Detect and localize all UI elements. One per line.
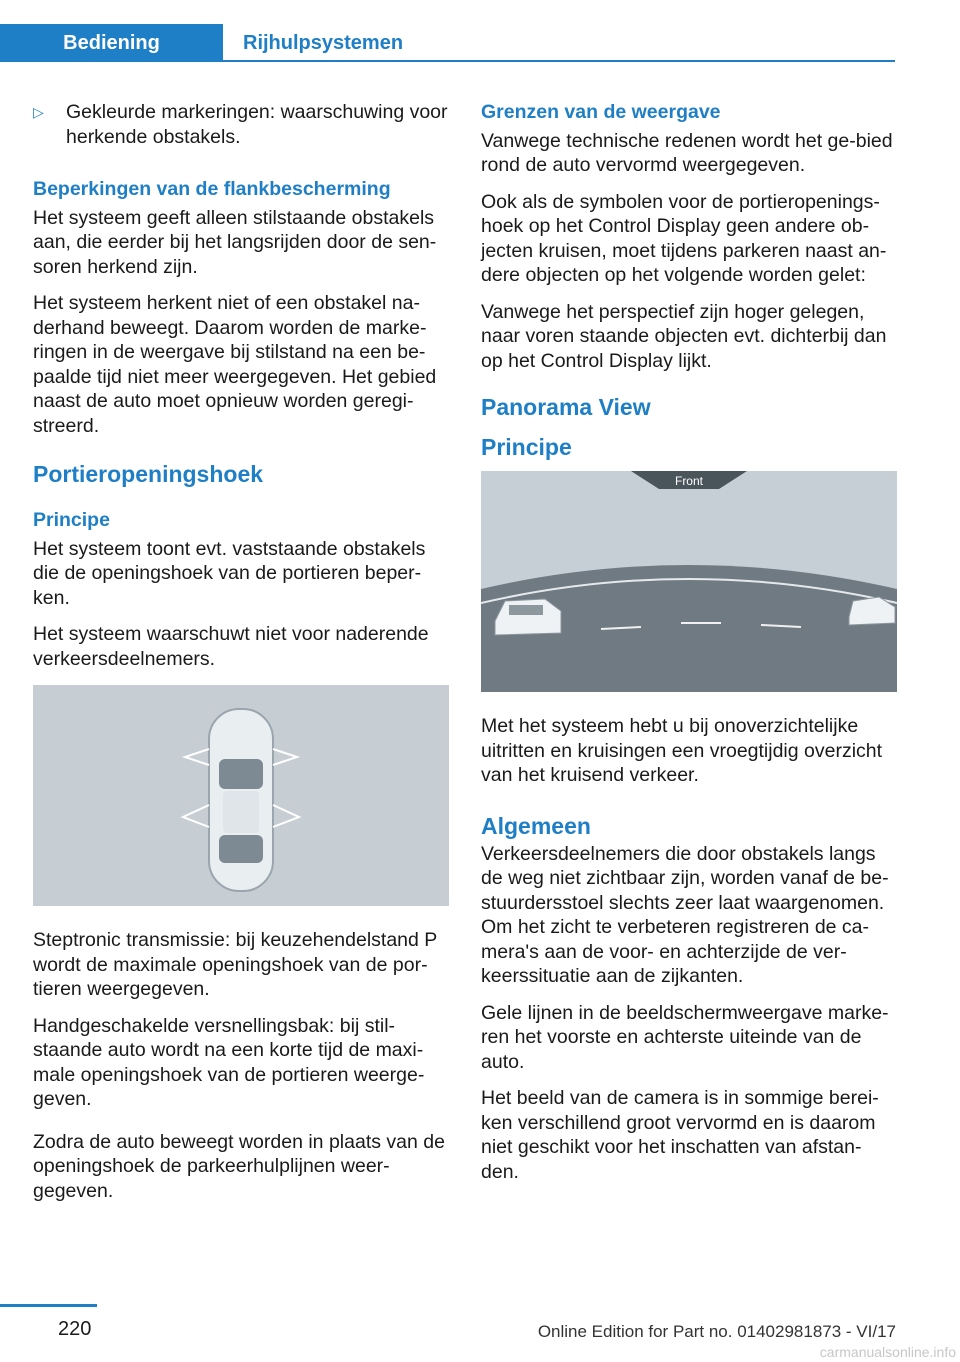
edition-note: Online Edition for Part no. 01402981873 - VI/17 bbox=[537, 1322, 896, 1341]
tab-bediening[interactable]: Bediening bbox=[0, 24, 223, 62]
page-header bbox=[0, 0, 960, 62]
door-angle-illustration bbox=[33, 685, 449, 906]
left-column bbox=[33, 100, 449, 1215]
panorama-view-illustration bbox=[481, 471, 897, 692]
subheading-principle: Principe bbox=[33, 509, 110, 531]
car-top-view bbox=[209, 709, 273, 891]
footer-divider bbox=[0, 1304, 97, 1307]
heading-door-opening-angle: Portieropeningshoek bbox=[33, 461, 264, 487]
paragraph: Het systeem geeft alleen stilstaande obstakels aan, die eerder bij het langsrijden door de sen‐soren herkend zijn. bbox=[33, 206, 437, 278]
heading-panorama-view: Panorama View bbox=[481, 394, 651, 420]
paragraph: Het systeem herkent niet of een obstakel na‐derhand beweegt. Daarom worden de marke‐ringen in de weergave bij stilstand na een be‐paalde tijd niet meer weergegeven. Het gebied naast de auto moet opnieuw worden geregi‐streerd. bbox=[33, 292, 437, 437]
paragraph: Vanwege het perspectief zijn hoger gelegen, naar voren staande objecten evt. dichterbij dan op het Control Display lijkt. bbox=[481, 300, 887, 372]
paragraph: Het systeem toont evt. vaststaande obstakels die de openingshoek van de portieren beper‐ken. bbox=[33, 537, 426, 609]
paragraph: Zodra de auto beweegt worden in plaats van de openingshoek de parkeerhulplijnen weer‐gegeven. bbox=[33, 1130, 445, 1202]
bullet-item bbox=[33, 100, 449, 149]
heading-principle: Principe bbox=[481, 434, 572, 460]
heading-general: Algemeen bbox=[481, 812, 591, 839]
paragraph: Verkeersdeelnemers die door obstakels langs de weg niet zichtbaar zijn, worden vanaf de be‐stuurdersstoel slechts zeer laat waargenomen. Om het zicht te verbeteren registreren de ca‐mera's aan de voor- en achterzijde de ver‐keerssituatie aan de zijkanten. bbox=[481, 842, 889, 987]
bullet-text: Gekleurde markeringen: waarschuwing voor herkende obstakels. bbox=[66, 101, 448, 148]
paragraph: Steptronic transmissie: bij keuzehendelstand P wordt de maximale openingshoek van de por‐tieren weergegeven. bbox=[33, 929, 437, 1000]
right-column bbox=[481, 100, 897, 1196]
header-divider bbox=[0, 60, 895, 62]
front-label: Front bbox=[674, 474, 704, 488]
subheading-display-limits: Grenzen van de weergave bbox=[481, 101, 721, 123]
tab-rijhulpsystemen[interactable]: Rijhulpsystemen bbox=[243, 31, 404, 54]
page-number: 220 bbox=[58, 1318, 92, 1340]
triangle-bullet-icon: ▷ bbox=[33, 104, 44, 120]
paragraph: Gele lijnen in de beeldschermweergave marke‐ren het voorste en achterste uiteinde van de auto. bbox=[481, 1001, 889, 1073]
paragraph: Handgeschakelde versnellingsbak: bij stil‐staande auto wordt na een korte tijd de maxi‐male openingshoek van de portieren weerge‐geven. bbox=[33, 1014, 425, 1110]
paragraph: Het beeld van de camera is in sommige berei‐ken verschillend groot vervormd en is daarom niet geschikt voor het inschatten van afstan‐den. bbox=[481, 1087, 879, 1183]
paragraph: Het systeem waarschuwt niet voor naderende verkeersdeelnemers. bbox=[33, 623, 429, 670]
paragraph: Met het systeem hebt u bij onoverzichtelijke uitritten en kruisingen een vroegtijdig overzicht van het kruisend verkeer. bbox=[481, 715, 883, 786]
paragraph: Ook als de symbolen voor de portieropenings‐hoek op het Control Display geen andere ob‐jecten kruisen, moet tijdens parkeren naast an‐dere objecten op het volgende worden gelet: bbox=[481, 190, 887, 286]
paragraph: Vanwege technische redenen wordt het ge‐bied rond de auto vervormd weergegeven. bbox=[481, 129, 893, 176]
subheading-flank-limits: Beperkingen van de flankbescherming bbox=[33, 178, 391, 200]
car-left bbox=[495, 599, 561, 635]
watermark: carmanualsonline.info bbox=[819, 1344, 956, 1360]
